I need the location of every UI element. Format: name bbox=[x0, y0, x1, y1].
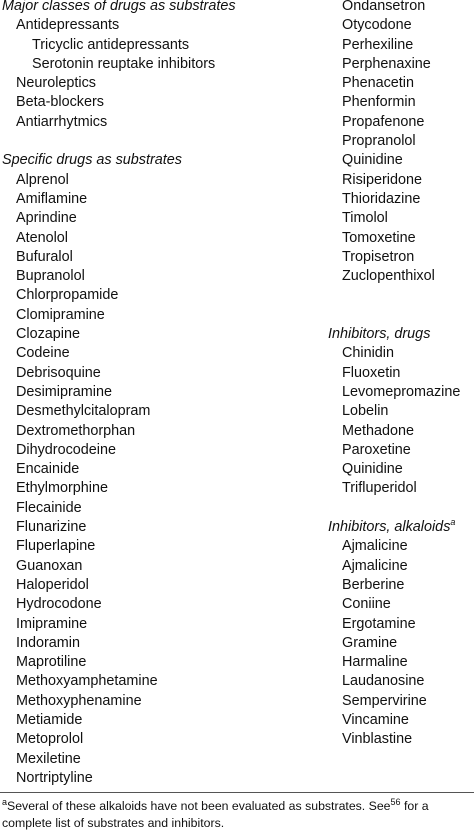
list-item: Dextromethorphan bbox=[16, 422, 136, 439]
list-item: Serotonin reuptake inhibitors bbox=[32, 55, 216, 72]
list-item: Dihydrocodeine bbox=[16, 441, 116, 458]
footnote-text-1: Several of these alkaloids have not been evaluated as substrates. See bbox=[7, 799, 391, 813]
list-item: Beta-blockers bbox=[16, 94, 104, 111]
continued-drugs-list bbox=[328, 0, 474, 286]
list-item: Propranolol bbox=[342, 133, 416, 150]
list-item: Methoxyphenamine bbox=[16, 692, 142, 709]
list-item: Propafenone bbox=[342, 113, 425, 130]
footnote-marker: a bbox=[450, 517, 456, 528]
list-item: Nortriptyline bbox=[16, 769, 93, 786]
list-item: Clomipramine bbox=[16, 306, 105, 323]
list-item: Lobelin bbox=[342, 403, 389, 420]
list-item: Tomoxetine bbox=[342, 229, 416, 246]
list-item: Indoramin bbox=[16, 634, 80, 651]
list-item: Methadone bbox=[342, 422, 415, 439]
list-item: Vincamine bbox=[342, 711, 409, 728]
list-item: Amiflamine bbox=[16, 190, 88, 207]
list-item: Sempervirine bbox=[342, 692, 427, 709]
list-item: Timolol bbox=[342, 210, 388, 227]
list-item: Haloperidol bbox=[16, 576, 89, 593]
list-item: Desmethylcitalopram bbox=[16, 403, 151, 420]
list-item: Gramine bbox=[342, 634, 398, 651]
left-column bbox=[2, 0, 322, 788]
list-item: Imipramine bbox=[16, 615, 88, 632]
list-item: Perphenaxine bbox=[342, 55, 431, 72]
list-item: Antiarrhytmics bbox=[16, 113, 108, 130]
list-item: Fluperlapine bbox=[16, 538, 96, 555]
list-item: Chinidin bbox=[342, 345, 394, 362]
list-item: Tricyclic antidepressants bbox=[32, 36, 190, 53]
list-item: Risiperidone bbox=[342, 171, 422, 188]
list-item: Paroxetine bbox=[342, 441, 411, 458]
list-item: Bupranolol bbox=[16, 268, 85, 285]
list-item: Bufuralol bbox=[16, 248, 73, 265]
list-item: Ajmalicine bbox=[342, 557, 408, 574]
footnote-divider bbox=[0, 792, 474, 793]
list-item: Fluoxetin bbox=[342, 364, 401, 381]
list-item: Antidepressants bbox=[16, 17, 120, 34]
list-item: Codeine bbox=[16, 345, 70, 362]
list-item: Phenacetin bbox=[342, 75, 415, 92]
list-item: Guanoxan bbox=[16, 557, 83, 574]
list-item: Levomepromazine bbox=[342, 383, 461, 400]
list-item: Chlorpropamide bbox=[16, 287, 119, 304]
inhibitors-alkaloids-heading bbox=[328, 518, 474, 537]
spacer bbox=[2, 132, 322, 151]
list-item: Desimipramine bbox=[16, 383, 112, 400]
inhibitors-alkaloids-list bbox=[328, 537, 474, 749]
list-item: Tropisetron bbox=[342, 248, 415, 265]
list-item: Flunarizine bbox=[16, 519, 87, 536]
spacer bbox=[328, 499, 474, 518]
list-item: Ethylmorphine bbox=[16, 480, 108, 497]
list-item: Phenformin bbox=[342, 94, 416, 111]
footnote-mark: a bbox=[2, 796, 8, 807]
list-item: Coniine bbox=[342, 596, 391, 613]
list-item: Debrisoquine bbox=[16, 364, 101, 381]
list-item: Laudanosine bbox=[342, 673, 425, 690]
inhibitors-drugs-list bbox=[328, 344, 474, 498]
list-item: Harmaline bbox=[342, 654, 408, 671]
list-item: Perhexiline bbox=[342, 36, 414, 53]
list-item: Zuclopenthixol bbox=[342, 268, 435, 285]
spacer bbox=[328, 306, 474, 325]
footnote bbox=[2, 798, 472, 831]
list-item: Ajmalicine bbox=[342, 538, 408, 555]
list-item: Methoxyamphetamine bbox=[16, 673, 158, 690]
inhibitors-alkaloids-heading-text: Inhibitors, alkaloids bbox=[328, 519, 451, 536]
list-item: Metiamide bbox=[16, 711, 83, 728]
list-item: Flecainide bbox=[16, 499, 82, 516]
specific-drugs-list bbox=[2, 171, 322, 789]
footnote-reference: 56 bbox=[390, 796, 401, 807]
list-item: Alprenol bbox=[16, 171, 69, 188]
list-item: Neuroleptics bbox=[16, 75, 96, 92]
list-item: Maprotiline bbox=[16, 654, 87, 671]
list-item: Trifluperidol bbox=[342, 480, 417, 497]
list-item: Hydrocodone bbox=[16, 596, 102, 613]
list-item: Mexiletine bbox=[16, 750, 81, 767]
list-item: Atenolol bbox=[16, 229, 69, 246]
inhibitors-drugs-heading: Inhibitors, drugs bbox=[328, 326, 431, 343]
list-item: Quinidine bbox=[342, 152, 403, 169]
list-item: Otycodone bbox=[342, 17, 412, 34]
list-item: Thioridazine bbox=[342, 190, 421, 207]
major-classes-list bbox=[2, 16, 322, 132]
right-column bbox=[328, 0, 474, 750]
list-item: Vinblastine bbox=[342, 731, 413, 748]
list-item: Berberine bbox=[342, 576, 405, 593]
list-item: Aprindine bbox=[16, 210, 77, 227]
specific-drugs-heading: Specific drugs as substrates bbox=[2, 152, 182, 169]
list-item: Ergotamine bbox=[342, 615, 416, 632]
list-item: Ondansetron bbox=[342, 0, 426, 14]
list-item: Clozapine bbox=[16, 326, 80, 343]
list-item: Encainide bbox=[16, 461, 80, 478]
list-item: Metoprolol bbox=[16, 731, 84, 748]
spacer bbox=[328, 286, 474, 305]
footnote-text-2: for a complete list of substrates and inhibitors. bbox=[2, 799, 429, 830]
list-item: Quinidine bbox=[342, 461, 403, 478]
major-classes-heading: Major classes of drugs as substrates bbox=[2, 0, 236, 14]
